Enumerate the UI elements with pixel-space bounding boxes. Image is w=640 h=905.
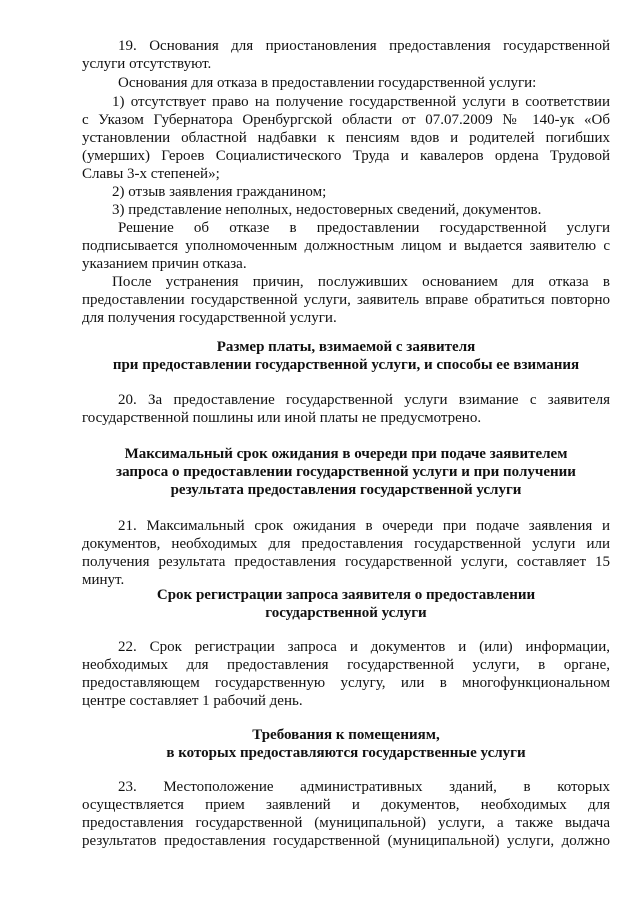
refusal-decision-line: Решение об отказе в предоставлении государственной услуги — [118, 220, 610, 236]
reapply-line: предоставлении государственной услуги, заявитель вправе обратиться повторно — [82, 292, 610, 308]
refusal-ground-2: 2) отзыв заявления гражданином; — [112, 184, 327, 200]
paragraph-21-line: документов, необходимых для предоставления государственной услуги или — [82, 536, 610, 552]
paragraph-19-line: услуги отсутствуют. — [82, 56, 212, 72]
paragraph-21-line: получения результата предоставления государственной услуги, составляет 15 — [82, 554, 610, 570]
refusal-ground-1-line: с Указом Губернатора Оренбургской области от 07.07.2009 № 140-ук «Об — [82, 112, 610, 128]
refusal-decision-line: подписывается уполномоченным должностным лицом и выдается заявителю с — [82, 238, 610, 254]
refusal-grounds-intro: Основания для отказа в предоставлении государственной услуги: — [118, 75, 537, 91]
refusal-ground-3: 3) представление неполных, недостоверных сведений, документов. — [112, 202, 542, 218]
paragraph-20-line: 20. За предоставление государственной услуги взимание с заявителя — [118, 392, 610, 408]
paragraph-22-line: необходимых для предоставления государственной услуги, в органе, — [82, 657, 610, 673]
section-heading-registration: государственной услуги — [265, 605, 427, 621]
paragraph-19-line: 19. Основания для приостановления предоставления государственной — [118, 38, 610, 54]
paragraph-20-line: государственной пошлины или иной платы не предусмотрено. — [82, 410, 482, 426]
refusal-ground-1-line: установлении областной надбавки к пенсиям вдов и родителей погибших — [82, 130, 610, 146]
paragraph-23-line: результатов предоставления государственной (муниципальной) услуги, должно — [82, 833, 610, 849]
section-heading-fee: при предоставлении государственной услуги, и способы ее взимания — [112, 357, 580, 373]
reapply-line: После устранения причин, послуживших основанием для отказа в — [112, 274, 610, 290]
section-heading-fee: Размер платы, взимаемой с заявителя — [216, 339, 476, 355]
reapply-line: для получения государственной услуги. — [82, 310, 337, 326]
paragraph-21-line: 21. Максимальный срок ожидания в очереди при подаче заявления и — [118, 518, 610, 534]
refusal-ground-1-line: Славы 3-х степеней»; — [82, 166, 220, 182]
section-heading-queue: Максимальный срок ожидания в очереди при подаче заявителем — [124, 446, 568, 462]
section-heading-queue: результата предоставления государственной услуги — [170, 482, 522, 498]
paragraph-23-line: осуществляется прием заявлений и документов, необходимых для — [82, 797, 610, 813]
paragraph-22-line: 22. Срок регистрации запроса и документов и (или) информации, — [118, 639, 610, 655]
section-heading-queue: запроса о предоставлении государственной услуги и при получении — [116, 464, 576, 480]
paragraph-21-line: минут. — [82, 572, 125, 588]
section-heading-premises: в которых предоставляются государственные услуги — [166, 745, 526, 761]
paragraph-23-line: 23. Местоположение административных зданий, в которых — [118, 779, 610, 795]
refusal-ground-1-line: (умерших) Героев Социалистического Труда и кавалеров ордена Трудовой — [82, 148, 610, 164]
paragraph-22-line: предоставляющем государственную услугу, или в многофункциональном — [82, 675, 610, 691]
refusal-decision-line: указанием причин отказа. — [82, 256, 247, 272]
paragraph-23-line: предоставления государственной (муниципальной) услуги, а также выдача — [82, 815, 610, 831]
section-heading-registration: Срок регистрации запроса заявителя о предоставлении — [156, 587, 536, 603]
refusal-ground-1-line: 1) отсутствует право на получение государственной услуги в соответствии — [112, 94, 610, 110]
section-heading-premises: Требования к помещениям, — [252, 727, 440, 743]
paragraph-22-line: центре составляет 1 рабочий день. — [82, 693, 303, 709]
